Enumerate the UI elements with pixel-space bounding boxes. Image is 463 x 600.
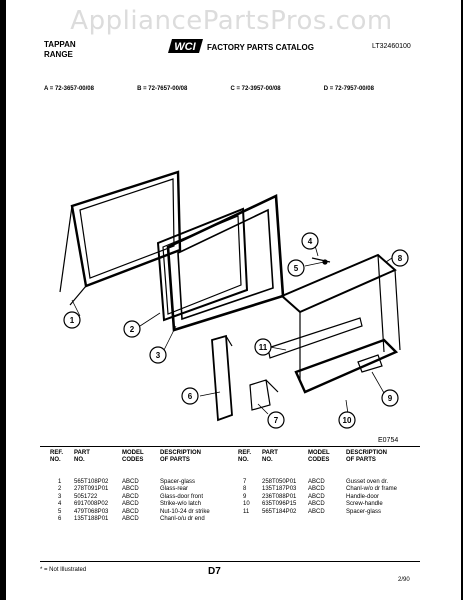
- description-cell: Glass-rear: [160, 486, 189, 493]
- part-number-cell: 6917008P02: [74, 501, 109, 508]
- table-top-rule: [40, 446, 420, 447]
- description-cell: Glass-door front: [160, 493, 204, 500]
- part-number-cell: 135T187P03: [262, 486, 297, 493]
- ref-cell: 4: [58, 501, 62, 508]
- description-cell: Spacer-glass: [160, 479, 196, 485]
- svg-text:6: 6: [187, 392, 193, 401]
- ref-cell: 3: [58, 493, 62, 500]
- model-codes-cell: ABCD: [308, 479, 325, 485]
- callout-8: [392, 250, 408, 266]
- model-c: C = 72-3957-00/08: [230, 86, 281, 92]
- svg-text:1: 1: [69, 316, 75, 325]
- svg-text:11: 11: [258, 343, 268, 352]
- part-number-cell: 278T091P01: [74, 486, 109, 493]
- ref-cell: 8: [243, 486, 247, 493]
- catalog-title: FACTORY PARTS CATALOG: [207, 43, 314, 52]
- channel-end: [212, 336, 232, 420]
- model-codes-cell: ABCD: [122, 501, 139, 508]
- model-codes-cell: ABCD: [122, 486, 139, 493]
- ref-cell: 11: [243, 508, 250, 515]
- desc-header: DESCRIPTION OF PARTS: [346, 450, 388, 463]
- callout-7: [268, 412, 284, 428]
- ref-header: REF. NO.: [238, 450, 252, 463]
- svg-text:7: 7: [273, 416, 279, 425]
- ref-cell: 5: [58, 508, 62, 515]
- model-codes-cell: ABCD: [122, 479, 139, 485]
- part-number-cell: 635T096P15: [262, 501, 297, 508]
- model-codes-cell: ABCD: [122, 516, 139, 522]
- part-number-cell: 135T188P01: [74, 516, 109, 522]
- model-codes-cell: ABCD: [308, 486, 325, 493]
- model-codes-cell: ABCD: [122, 508, 139, 515]
- svg-text:3: 3: [155, 351, 161, 360]
- doc-number: LT32460100: [372, 43, 411, 50]
- brand-line-1: TAPPAN: [44, 40, 76, 49]
- page-code: D7: [208, 566, 221, 577]
- description-cell: Chanl-w/o dr frame: [346, 486, 398, 493]
- part-number-cell: 565T184P02: [262, 508, 297, 515]
- model-codes-cell: ABCD: [308, 493, 325, 500]
- ref-cell: 1: [58, 479, 62, 485]
- part-number-cell: 565T108P02: [74, 479, 109, 485]
- svg-text:4: 4: [307, 237, 313, 246]
- description-cell: Screw-handle: [346, 501, 383, 508]
- callout-11: [255, 339, 271, 355]
- model-codes-cell: ABCD: [122, 493, 139, 500]
- model-b: B = 72-7657-00/08: [137, 86, 188, 92]
- model-a: A = 72-3657-00/08: [44, 86, 94, 92]
- svg-text:9: 9: [387, 394, 393, 403]
- footnote: * = Not Illustrated: [40, 567, 87, 573]
- model-header: MODEL CODES: [122, 450, 144, 463]
- ref-cell: 7: [243, 479, 247, 485]
- ref-header: REF. NO.: [50, 450, 64, 463]
- desc-header: DESCRIPTION OF PARTS: [160, 450, 202, 463]
- model-header: MODEL CODES: [308, 450, 330, 463]
- part-number-cell: 5051722: [74, 493, 98, 500]
- gusset: [250, 380, 278, 410]
- figure-code: E0754: [378, 437, 399, 444]
- door-strike: [312, 258, 330, 264]
- description-cell: Chanl-o/u dr end: [160, 516, 205, 522]
- part-header: PART NO.: [74, 450, 90, 463]
- brand-line-2: RANGE: [44, 50, 73, 59]
- callout-10: [339, 412, 355, 428]
- ref-cell: 10: [243, 501, 250, 508]
- callout-4: [302, 233, 318, 249]
- part-number-cell: 479T068P03: [74, 508, 109, 515]
- model-codes-cell: ABCD: [308, 508, 325, 515]
- svg-text:8: 8: [397, 254, 403, 263]
- callout-1: [64, 312, 80, 328]
- callout-2: [124, 321, 140, 337]
- description-cell: Nut-10-24 dr strike: [160, 508, 210, 515]
- svg-text:5: 5: [293, 264, 299, 273]
- table-bottom-rule: [40, 561, 420, 562]
- description-cell: Spacer-glass: [346, 508, 382, 515]
- ref-cell: 9: [243, 493, 247, 500]
- part-header: PART NO.: [262, 450, 278, 463]
- svg-text:2: 2: [129, 325, 135, 334]
- description-cell: Gusset oven dr.: [346, 479, 389, 485]
- description-cell: Handle-door: [346, 493, 380, 500]
- ref-cell: 6: [58, 516, 62, 522]
- watermark: AppliancePartsPros.com: [70, 6, 393, 36]
- callout-6: [182, 388, 198, 404]
- part-number-cell: 258T050P01: [262, 479, 297, 485]
- logo-text: WCI: [174, 41, 196, 53]
- callout-5: [288, 260, 304, 276]
- part-number-cell: 236T088P01: [262, 493, 297, 500]
- description-cell: Strike-w/o latch: [160, 501, 202, 508]
- callout-9: [382, 390, 398, 406]
- callout-3: [150, 347, 166, 363]
- catalog-date: 2/90: [398, 577, 410, 583]
- model-d: D = 72-7957-00/08: [323, 86, 374, 92]
- leader-lines: [69, 242, 392, 414]
- svg-text:10: 10: [342, 416, 352, 425]
- ref-cell: 2: [58, 486, 62, 493]
- model-codes-cell: ABCD: [308, 501, 325, 508]
